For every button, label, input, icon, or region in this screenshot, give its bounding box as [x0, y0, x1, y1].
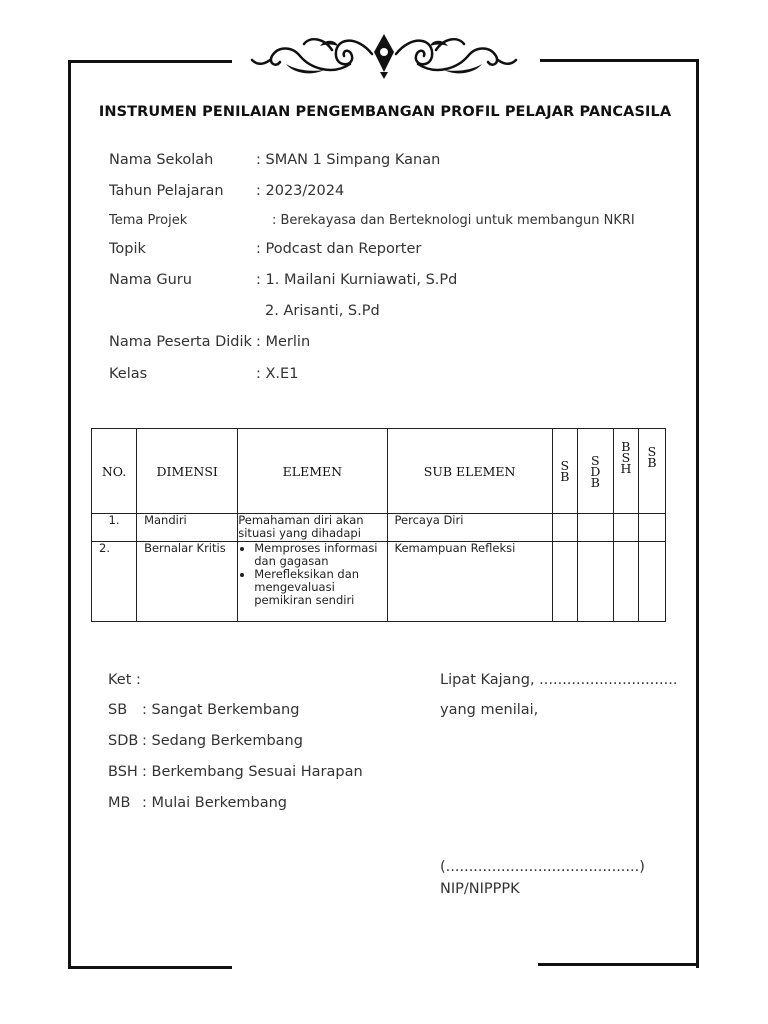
- frame-top-left: [68, 60, 232, 63]
- cell-elemen: [238, 542, 387, 622]
- signature-name-line: (..........................................): [440, 859, 645, 875]
- info-tema-projek: [109, 213, 635, 228]
- cell-sub-elemen: Kemampuan Refleksi: [387, 542, 552, 622]
- info-topik: [109, 241, 421, 257]
- frame-left: [68, 60, 71, 969]
- table-row: [92, 514, 666, 542]
- cell-grade: [638, 542, 665, 622]
- header-no: NO.: [92, 429, 137, 514]
- header-elemen: ELEMEN: [238, 429, 387, 514]
- ornament-icon: [250, 30, 518, 80]
- frame-bottom-left: [68, 966, 232, 969]
- legend-abbr: MB: [108, 795, 131, 811]
- header-grade-sb-2: [638, 429, 665, 514]
- header-grade-sb: [552, 429, 577, 514]
- header-sub-elemen: SUB ELEMEN: [387, 429, 552, 514]
- header-grade-label: S B: [647, 444, 657, 470]
- cell-grade: [638, 514, 665, 542]
- cell-grade: [613, 542, 638, 622]
- cell-elemen: Pemahaman diri akan situasi yang dihadapi: [238, 514, 387, 542]
- info-value: : Berekayasa dan Berteknologi untuk membangun NKRI: [272, 213, 635, 228]
- info-guru-2: 2. Arisanti, S.Pd: [265, 303, 380, 319]
- info-nama-sekolah: [109, 152, 440, 168]
- info-label: Topik: [109, 241, 146, 257]
- header-dimensi: DIMENSI: [137, 429, 238, 514]
- info-label: Nama Peserta Didik: [109, 334, 252, 350]
- header-grade-bsh: [613, 429, 638, 514]
- info-label: Nama Guru: [109, 272, 192, 288]
- legend-item-sdb: [108, 733, 303, 749]
- signature-role: yang menilai,: [440, 702, 539, 718]
- legend-text: : Berkembang Sesuai Harapan: [142, 764, 363, 780]
- legend-text: : Sedang Berkembang: [142, 733, 303, 749]
- elemen-list: [238, 542, 386, 607]
- cell-grade: [552, 542, 577, 622]
- cell-no: 2.: [92, 542, 137, 622]
- info-value: : Merlin: [256, 334, 311, 350]
- legend-item-bsh: [108, 764, 363, 780]
- cell-sub-elemen: Percaya Diri: [387, 514, 552, 542]
- frame-bottom-right: [538, 963, 699, 966]
- assessment-table: [91, 428, 666, 622]
- legend-text: : Mulai Berkembang: [142, 795, 287, 811]
- info-value: : Podcast dan Reporter: [256, 241, 422, 257]
- cell-grade: [577, 514, 613, 542]
- info-kelas: [109, 366, 298, 382]
- legend-abbr: SDB: [108, 733, 139, 749]
- info-value: : X.E1: [256, 366, 299, 382]
- info-label: Tahun Pelajaran: [109, 183, 224, 199]
- cell-grade: [552, 514, 577, 542]
- table-header-row: [92, 429, 666, 514]
- document-title: INSTRUMEN PENILAIAN PENGEMBANGAN PROFIL PELAJAR PANCASILA: [98, 104, 672, 120]
- header-grade-label: S D B: [590, 452, 601, 490]
- legend-item-mb: [108, 795, 287, 811]
- header-grade-sdb: [577, 429, 613, 514]
- info-value: : SMAN 1 Simpang Kanan: [256, 152, 441, 168]
- info-nama-guru: [109, 272, 457, 288]
- signature-nip: NIP/NIPPPK: [440, 881, 520, 897]
- list-item: • Memproses informasi dan gagasan: [254, 542, 386, 568]
- legend-title: Ket :: [108, 672, 141, 688]
- frame-top-right: [540, 59, 699, 62]
- info-label: Nama Sekolah: [109, 152, 214, 168]
- info-nama-peserta-didik: [109, 334, 310, 350]
- cell-dimensi: Mandiri: [137, 514, 238, 542]
- legend-text: : Sangat Berkembang: [142, 702, 300, 718]
- cell-dimensi: Bernalar Kritis: [137, 542, 238, 622]
- cell-grade: [577, 542, 613, 622]
- legend-abbr: SB: [108, 702, 128, 718]
- legend-abbr: BSH: [108, 764, 138, 780]
- info-tahun-pelajaran: [109, 183, 344, 199]
- table-row: [92, 542, 666, 622]
- header-grade-label: B S H: [620, 439, 632, 476]
- info-value: : 2023/2024: [256, 183, 345, 199]
- list-item: • Merefleksikan dan mengevaluasi pemikiran sendiri: [254, 568, 386, 607]
- info-value: : 1. Mailani Kurniawati, S.Pd: [256, 272, 458, 288]
- frame-right: [696, 59, 699, 968]
- header-grade-label: S B: [560, 458, 570, 484]
- legend-item-sb: [108, 702, 299, 718]
- info-label: Tema Projek: [109, 213, 188, 228]
- info-label: Kelas: [109, 366, 148, 382]
- cell-no: 1.: [92, 514, 137, 542]
- cell-grade: [613, 514, 638, 542]
- signature-place-date: Lipat Kajang, ..............................: [440, 672, 678, 688]
